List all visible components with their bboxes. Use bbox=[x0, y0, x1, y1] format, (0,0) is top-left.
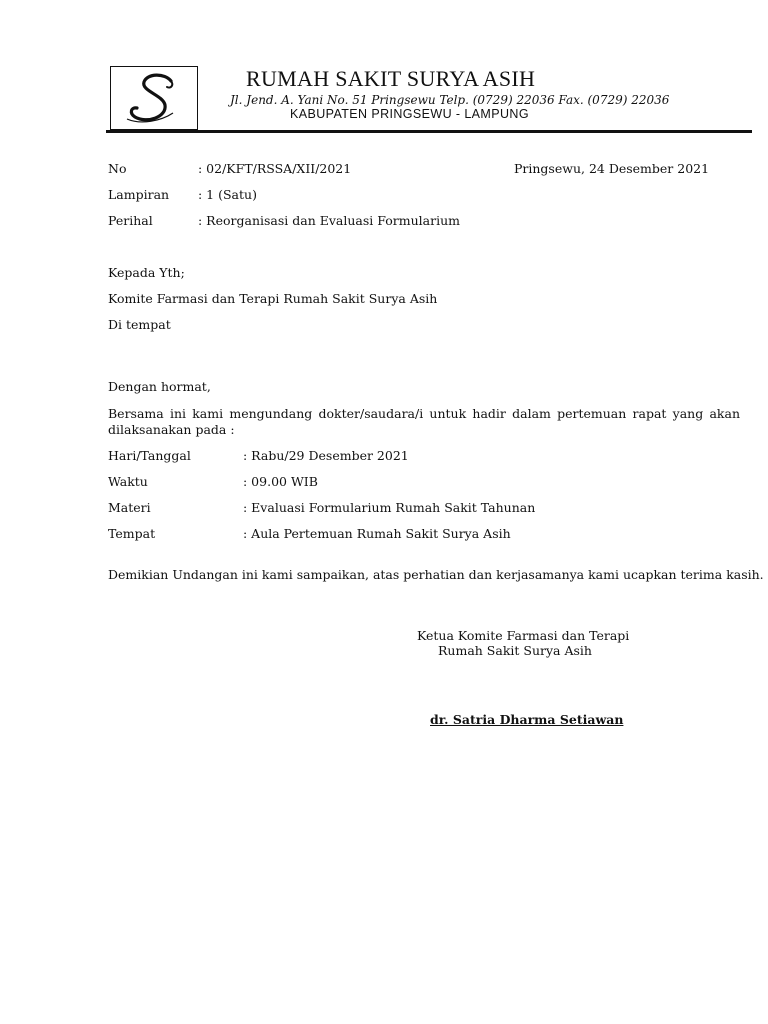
detail-label-venue: Tempat bbox=[108, 526, 156, 541]
detail-value-time: : 09.00 WIB bbox=[243, 474, 318, 489]
lampiran-value: : 1 (Satu) bbox=[198, 187, 257, 202]
intro-line-2: dilaksanakan pada : bbox=[108, 422, 235, 437]
no-value: : 02/KFT/RSSA/XII/2021 bbox=[198, 161, 352, 176]
recipient-name: Komite Farmasi dan Terapi Rumah Sakit Surya Asih bbox=[108, 291, 438, 306]
detail-value-day: : Rabu/29 Desember 2021 bbox=[243, 448, 409, 463]
recipient-greeting: Kepada Yth; bbox=[108, 265, 185, 280]
signature-title-1: Ketua Komite Farmasi dan Terapi bbox=[417, 628, 630, 643]
letterhead-divider bbox=[106, 130, 752, 133]
closing-text: Demikian Undangan ini kami sampaikan, atas perhatian dan kerjasamanya kami ucapkan terima kasih. bbox=[108, 567, 764, 582]
logo-s-icon bbox=[111, 67, 197, 129]
detail-label-day: Hari/Tanggal bbox=[108, 448, 191, 463]
signature-title-2: Rumah Sakit Surya Asih bbox=[438, 643, 592, 658]
detail-label-topic: Materi bbox=[108, 500, 151, 515]
hospital-name: RUMAH SAKIT SURYA ASIH bbox=[246, 66, 536, 91]
hospital-address: Jl. Jend. A. Yani No. 51 Pringsewu Telp. (0729) 22036 Fax. (0729) 22036 bbox=[230, 93, 670, 107]
signature-name: dr. Satria Dharma Setiawan bbox=[430, 712, 624, 727]
lampiran-label: Lampiran bbox=[108, 187, 170, 202]
detail-label-time: Waktu bbox=[108, 474, 148, 489]
detail-value-topic: : Evaluasi Formularium Rumah Sakit Tahunan bbox=[243, 500, 536, 515]
no-label: No bbox=[108, 161, 127, 176]
intro-line-1: Bersama ini kami mengundang dokter/saudara/i untuk hadir dalam pertemuan rapat yang akan bbox=[108, 406, 740, 421]
detail-value-venue: : Aula Pertemuan Rumah Sakit Surya Asih bbox=[243, 526, 511, 541]
place-date: Pringsewu, 24 Desember 2021 bbox=[514, 161, 710, 176]
perihal-label: Perihal bbox=[108, 213, 153, 228]
recipient-place: Di tempat bbox=[108, 317, 171, 332]
hospital-logo bbox=[110, 66, 198, 130]
salutation: Dengan hormat, bbox=[108, 379, 211, 394]
hospital-region: KABUPATEN PRINGSEWU - LAMPUNG bbox=[290, 107, 529, 121]
perihal-value: : Reorganisasi dan Evaluasi Formularium bbox=[198, 213, 460, 228]
